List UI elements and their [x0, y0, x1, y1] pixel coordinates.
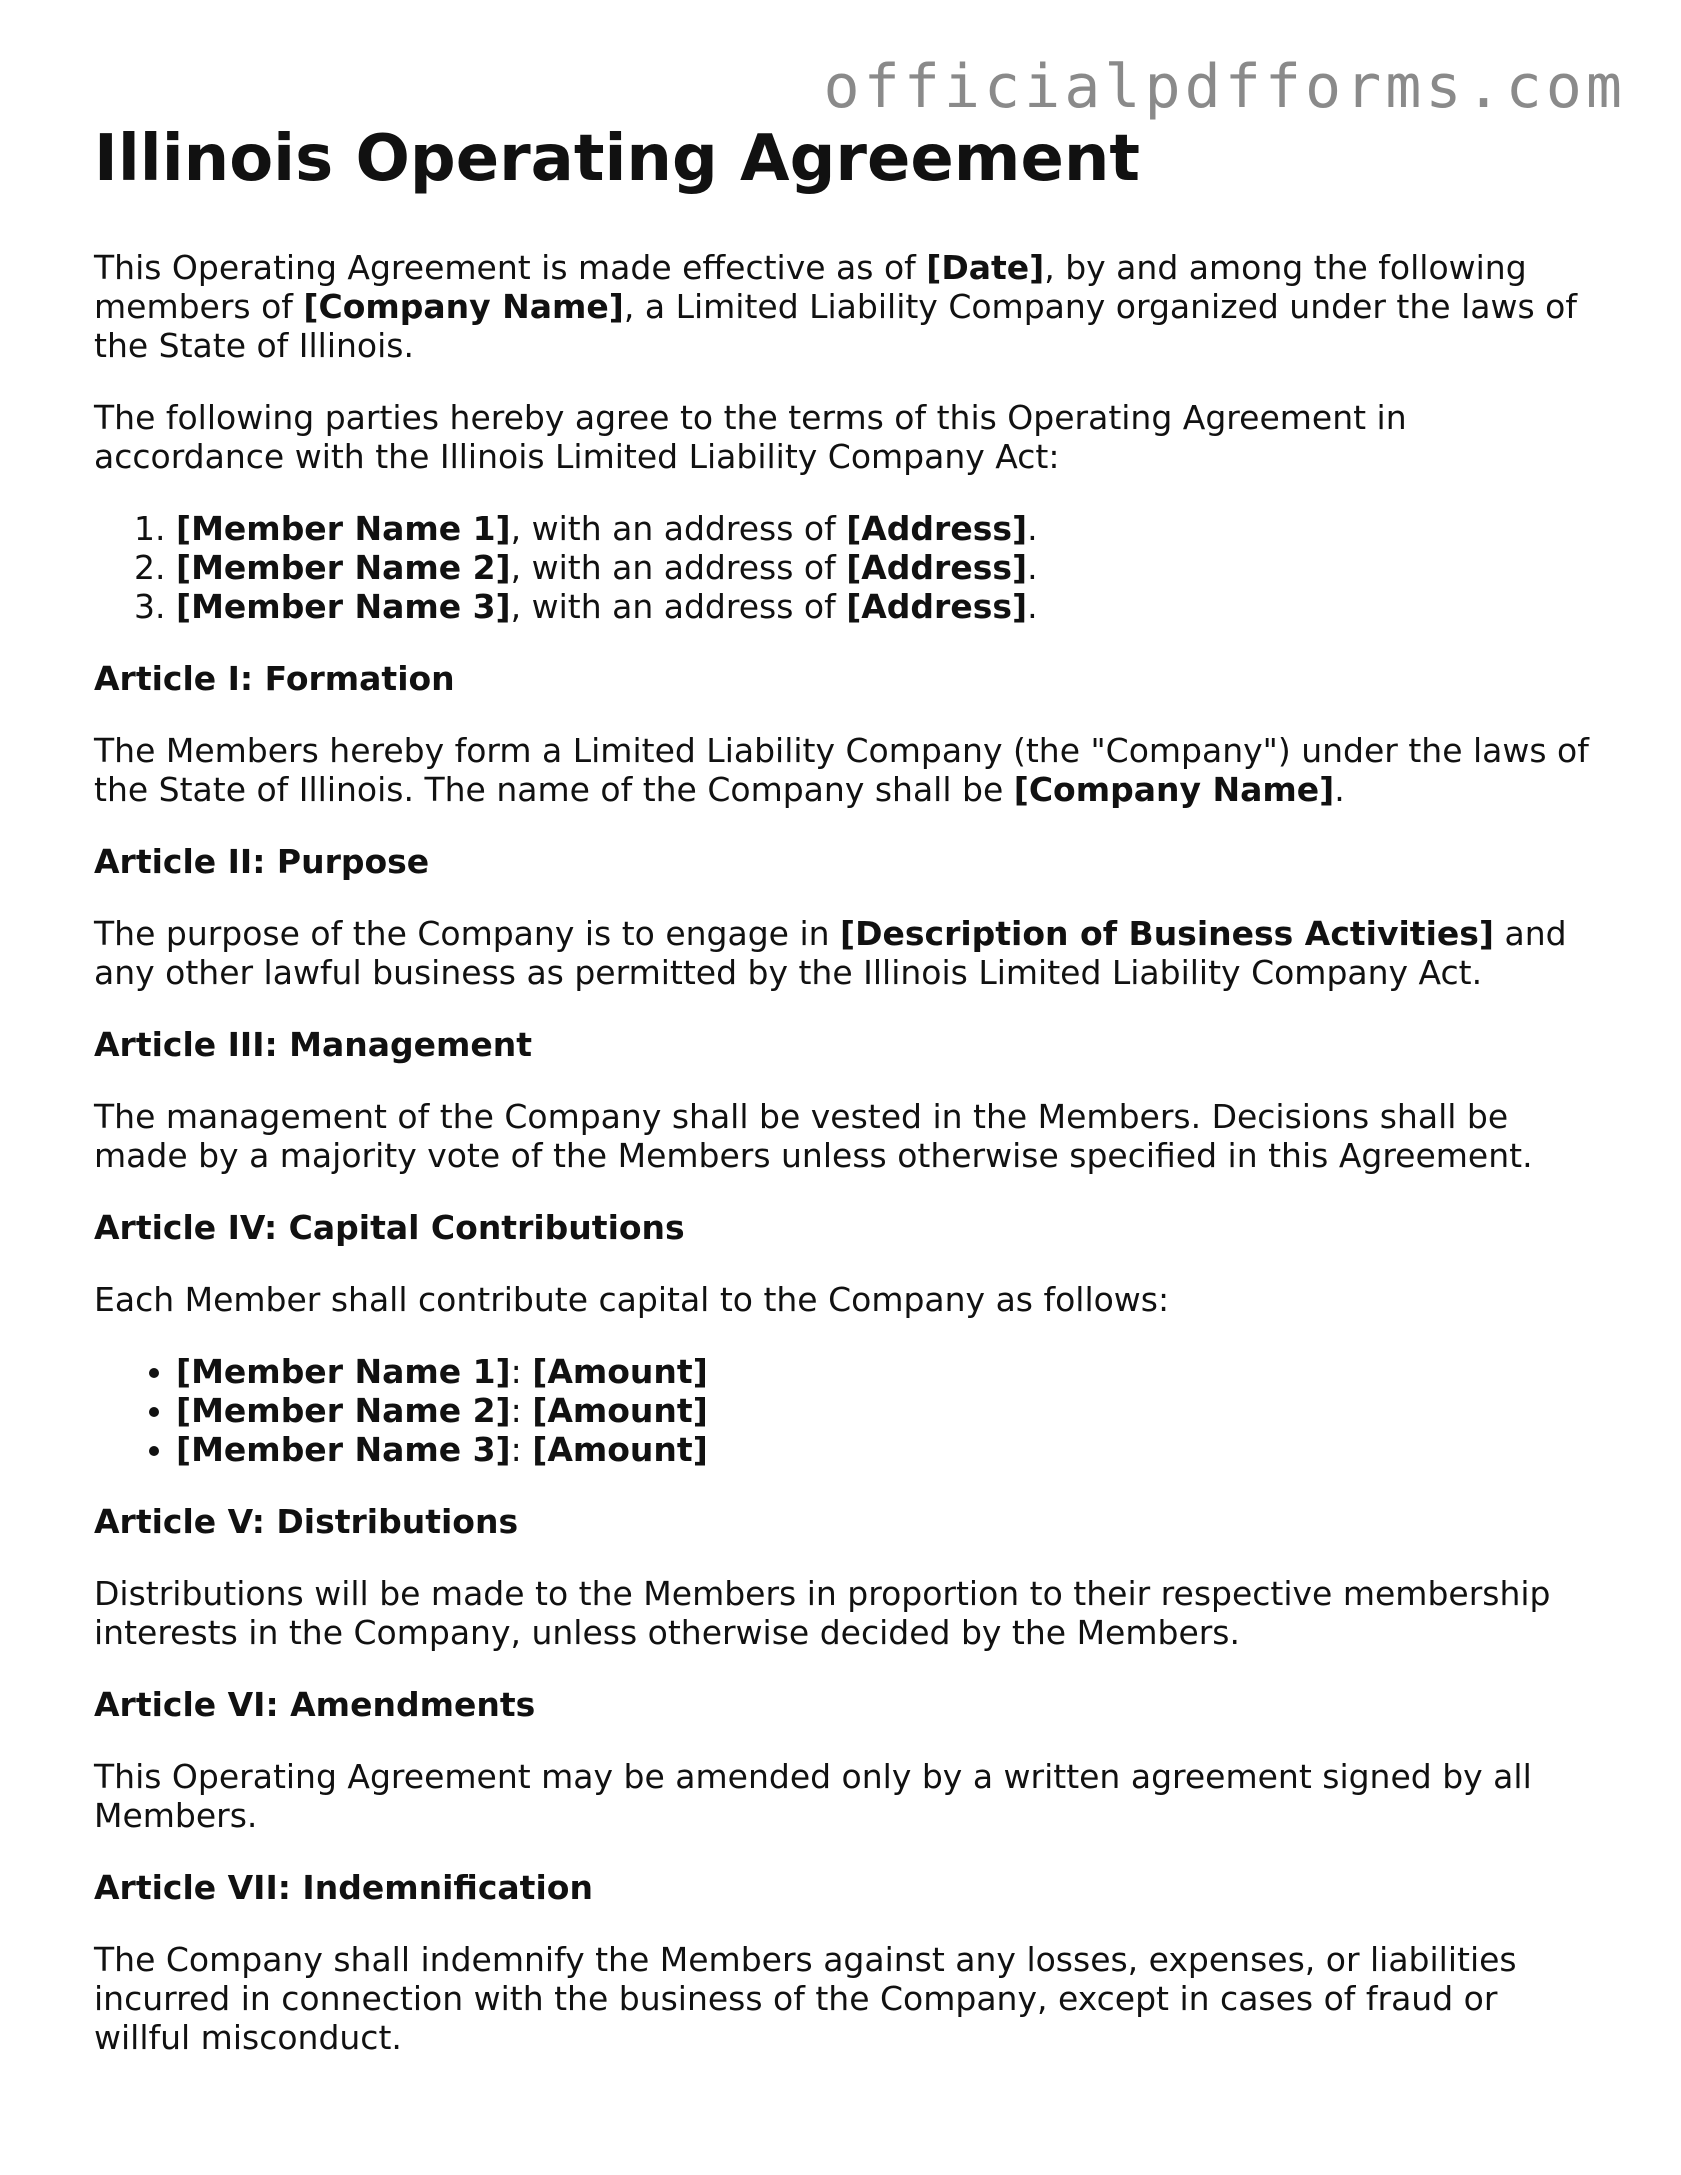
article-4-heading: Article IV: Capital Contributions [94, 1208, 685, 1247]
article-text: The purpose of the Company is to engage in [94, 914, 841, 953]
contribution-item [176, 1391, 1594, 1430]
article-text: The Members hereby form a Limited Liability Company (the "Company") under the laws of the State of Illinois. The name of the Company shall be [94, 731, 1589, 809]
intro-text: This Operating Agreement is made effective as of [94, 248, 927, 287]
document-title: Illinois Operating Agreement [94, 122, 1140, 196]
date-placeholder: [Date] [926, 248, 1045, 287]
article-text: . [1334, 770, 1345, 809]
article-6-body: This Operating Agreement may be amended only by a written agreement signed by all Members. [94, 1757, 1532, 1835]
member-name: [Member Name 1] [176, 509, 511, 548]
article-3-body: The management of the Company shall be vested in the Members. Decisions shall be made by a majority vote of the Members unless otherwise specified in this Agreement. [94, 1097, 1533, 1175]
article-text: and any other lawful business as permitted by the Illinois Limited Liability Company Act. [94, 914, 1567, 992]
member-name: [Member Name 2] [176, 1391, 511, 1430]
article-7-heading: Article VII: Indemnification [94, 1868, 593, 1907]
separator: : [510, 1391, 533, 1430]
member-text: . [1027, 548, 1038, 587]
article-5-body: Distributions will be made to the Members in proportion to their respective membership interests in the Company, unless otherwise decided by the Members. [94, 1574, 1551, 1652]
member-text: . [1027, 509, 1038, 548]
contributions-list [94, 1352, 1594, 1469]
separator: : [510, 1352, 533, 1391]
intro-text: , by and among the following members of [94, 248, 1527, 326]
article-6-heading: Article VI: Amendments [94, 1685, 536, 1724]
amount-placeholder: [Amount] [532, 1430, 708, 1469]
article-1-heading: Article I: Formation [94, 659, 455, 698]
contribution-item [176, 1430, 1594, 1469]
site-watermark: officialpdfforms.com [823, 52, 1626, 122]
article-3-heading: Article III: Management [94, 1025, 533, 1064]
document-body [94, 118, 1594, 2057]
article-5-heading: Article V: Distributions [94, 1502, 519, 1541]
member-list-item [176, 587, 1594, 626]
company-name-placeholder: [Company Name] [303, 287, 624, 326]
member-address: [Address] [846, 509, 1028, 548]
member-name: [Member Name 3] [176, 587, 511, 626]
separator: : [510, 1430, 533, 1469]
article-7-body: The Company shall indemnify the Members against any losses, expenses, or liabilities incurred in connection with the business of the Company, except in cases of fraud or willful misconduct. [94, 1940, 1517, 2057]
member-text: . [1027, 587, 1038, 626]
business-description-placeholder: [Description of Business Activities] [840, 914, 1494, 953]
article-1-body [94, 731, 1594, 809]
member-list-item [176, 548, 1594, 587]
member-name: [Member Name 2] [176, 548, 511, 587]
amount-placeholder: [Amount] [532, 1352, 708, 1391]
member-address: [Address] [846, 587, 1028, 626]
members-list [94, 509, 1594, 626]
member-name: [Member Name 3] [176, 1430, 511, 1469]
member-text: , with an address of [510, 509, 847, 548]
company-name-placeholder: [Company Name] [1013, 770, 1335, 809]
contribution-item [176, 1352, 1594, 1391]
intro-text: , a Limited Liability Company organized under the laws of the State of Illinois. [94, 287, 1577, 365]
member-text: , with an address of [510, 587, 847, 626]
member-text: , with an address of [510, 548, 847, 587]
parties-paragraph: The following parties hereby agree to the terms of this Operating Agreement in accordance with the Illinois Limited Liability Company Act: [94, 398, 1407, 476]
article-2-heading: Article II: Purpose [94, 842, 430, 881]
amount-placeholder: [Amount] [532, 1391, 708, 1430]
member-address: [Address] [846, 548, 1028, 587]
article-2-body [94, 914, 1594, 992]
member-name: [Member Name 1] [176, 1352, 511, 1391]
member-list-item [176, 509, 1594, 548]
article-4-body: Each Member shall contribute capital to the Company as follows: [94, 1280, 1170, 1319]
intro-paragraph [94, 248, 1594, 365]
